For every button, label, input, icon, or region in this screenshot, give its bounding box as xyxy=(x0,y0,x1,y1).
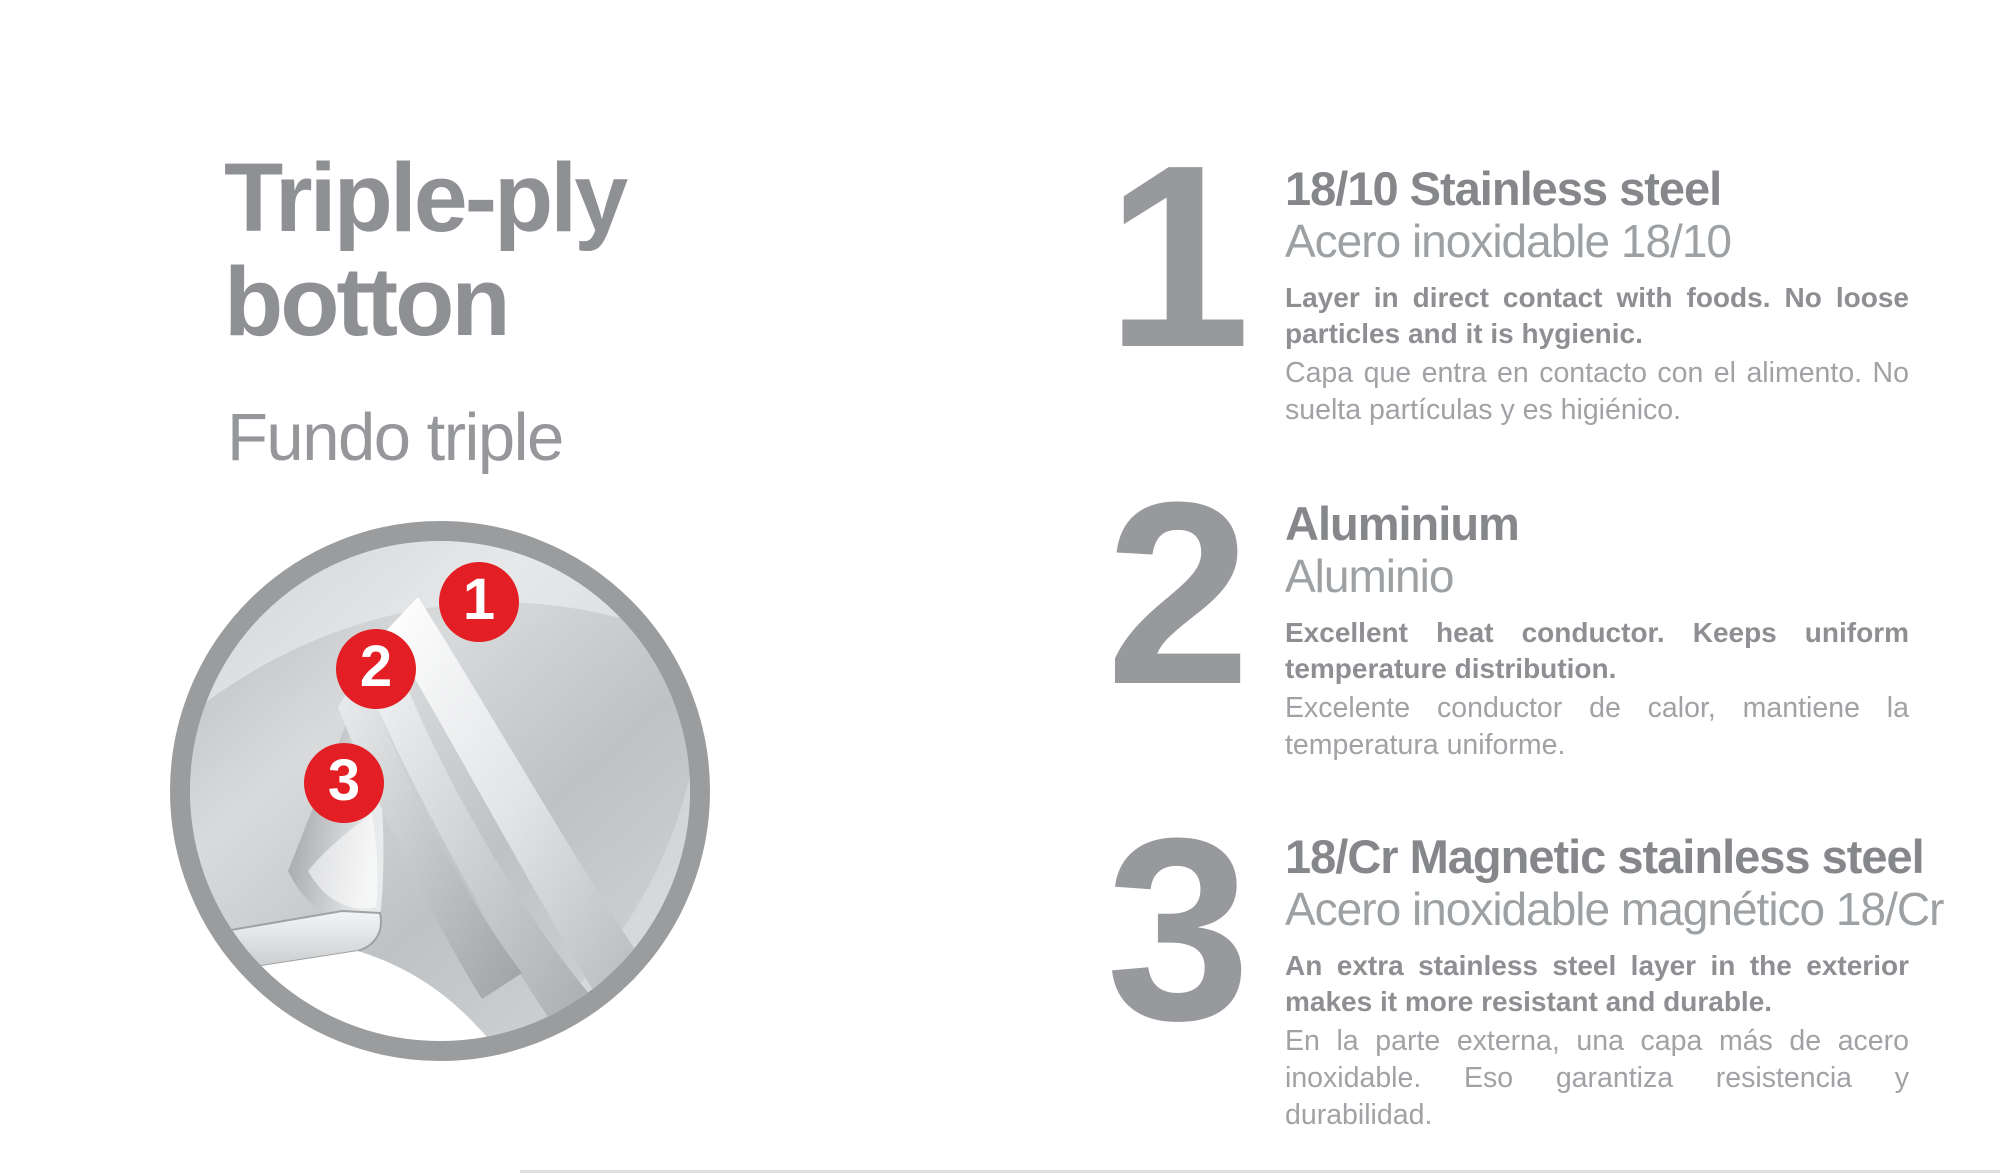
layer-badge-2 xyxy=(336,629,416,709)
section-2-numeral: 2 xyxy=(1106,449,1243,739)
section-3-subheading: Acero inoxidable magnético 18/Cr xyxy=(1285,883,1944,935)
section-3 xyxy=(1285,830,1944,1134)
layer-badge-2-label: 2 xyxy=(359,634,393,699)
section-1-body-english: Layer in direct contact with foods. No loose particles and it is hygienic. xyxy=(1285,282,1909,349)
layer-badge-3 xyxy=(304,743,384,823)
section-3-numeral: 3 xyxy=(1106,785,1243,1075)
page-title xyxy=(224,143,626,356)
page-title-line2: botton xyxy=(224,247,508,356)
section-3-heading: 18/Cr Magnetic stainless steel xyxy=(1285,830,1924,883)
pan-cross-section-image xyxy=(190,541,690,1041)
section-1-heading: 18/10 Stainless steel xyxy=(1285,162,1722,215)
bottom-divider xyxy=(520,1170,2000,1173)
section-1-numeral: 1 xyxy=(1106,112,1243,402)
section-3-body-english: An extra stainless steel layer in the exterior makes it more resistant and durable. xyxy=(1285,950,1909,1017)
page-subtitle: Fundo triple xyxy=(227,400,563,475)
section-2-heading: Aluminium xyxy=(1285,497,1519,550)
layer-badge-1 xyxy=(439,562,519,642)
section-1-body-spanish: Capa que entra en contacto con el alimento. No suelta partículas y es higiénico. xyxy=(1285,357,1909,426)
section-2-subheading: Aluminio xyxy=(1285,550,1454,602)
layer-badge-1-label: 1 xyxy=(462,567,496,632)
section-2-body-english: Excellent heat conductor. Keeps uniform temperature distribution. xyxy=(1285,617,1909,684)
section-1-subheading: Acero inoxidable 18/10 xyxy=(1285,215,1731,267)
page-title-line1: Triple-ply xyxy=(224,143,626,252)
section-1 xyxy=(1285,163,1909,429)
triple-ply-diagram xyxy=(170,521,710,1061)
section-2 xyxy=(1285,498,1909,764)
section-2-body-spanish: Excelente conductor de calor, mantiene la temperatura uniforme. xyxy=(1285,692,1909,761)
section-3-body-spanish: En la parte externa, una capa más de acero inoxidable. Eso garantiza resistencia y durabilidad. xyxy=(1285,1025,1909,1131)
layer-badge-3-label: 3 xyxy=(327,748,361,813)
